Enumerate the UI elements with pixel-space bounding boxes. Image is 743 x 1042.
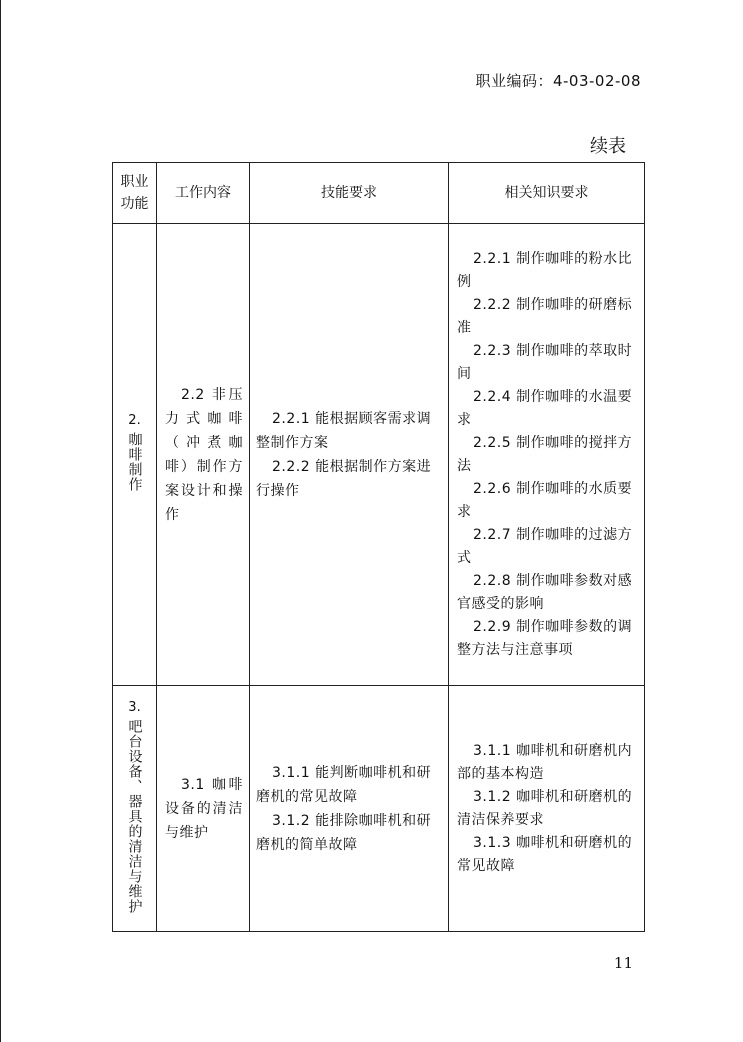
page-number: 11 <box>613 954 633 972</box>
knowledge-item: 2.2.3 制作咖啡的萃取时间 <box>457 342 633 382</box>
knowledge-item: 2.2.1 制作咖啡的粉水比例 <box>457 250 633 290</box>
knowledge-item: 2.2.8 制作咖啡参数对感官感受的影响 <box>457 572 633 612</box>
skill-item: 2.2.1 能根据顾客需求调整制作方案 <box>256 410 432 451</box>
header-knowledge: 相关知识要求 <box>449 163 645 224</box>
knowledge-cell <box>449 686 645 932</box>
knowledge-item: 3.1.1 咖啡机和研磨机内部的基本构造 <box>457 742 633 782</box>
page-left-border <box>0 0 1 1042</box>
skill-item: 3.1.2 能排除咖啡机和研磨机的简单故障 <box>256 812 432 853</box>
header-skills: 技能要求 <box>250 163 449 224</box>
skills-table <box>112 162 645 932</box>
occupation-code: 职业编码：4-03-02-08 <box>475 72 641 90</box>
skill-item: 2.2.2 能根据制作方案进行操作 <box>256 458 432 499</box>
skill-item: 3.1.1 能判断咖啡机和研磨机的常见故障 <box>256 764 432 805</box>
function-name: 吧台设备、器具的清洁与维护 <box>126 718 143 914</box>
table-header-row <box>113 163 645 224</box>
continued-table-label: 续表 <box>590 136 626 157</box>
function-cell <box>113 686 157 932</box>
work-content-cell <box>157 686 250 932</box>
work-content-text: 2.2 非压力式咖啡（冲煮咖啡）制作方案设计和操作 <box>165 386 243 523</box>
skills-cell <box>250 686 449 932</box>
function-number: 2. <box>128 413 141 428</box>
knowledge-item: 2.2.5 制作咖啡的搅拌方法 <box>457 434 633 474</box>
knowledge-item: 2.2.7 制作咖啡的过滤方式 <box>457 526 633 566</box>
knowledge-item: 2.2.6 制作咖啡的水质要求 <box>457 480 633 520</box>
knowledge-item: 2.2.2 制作咖啡的研磨标准 <box>457 296 633 336</box>
knowledge-item: 2.2.4 制作咖啡的水温要求 <box>457 388 633 428</box>
knowledge-item: 3.1.2 咖啡机和研磨机的清洁保养要求 <box>457 788 633 828</box>
knowledge-item: 3.1.3 咖啡机和研磨机的常见故障 <box>457 834 633 874</box>
knowledge-cell <box>449 224 645 686</box>
work-content-cell <box>157 224 250 686</box>
skills-cell <box>250 224 449 686</box>
function-name: 咖啡制作 <box>126 432 143 492</box>
header-function: 职业功能 <box>113 163 157 224</box>
table-row <box>113 224 645 686</box>
knowledge-item: 2.2.9 制作咖啡参数的调整方法与注意事项 <box>457 618 633 658</box>
header-work-content: 工作内容 <box>157 163 250 224</box>
table-row <box>113 686 645 932</box>
function-number: 3. <box>128 699 141 715</box>
function-cell <box>113 224 157 686</box>
work-content-text: 3.1 咖啡设备的清洁与维护 <box>165 776 243 841</box>
